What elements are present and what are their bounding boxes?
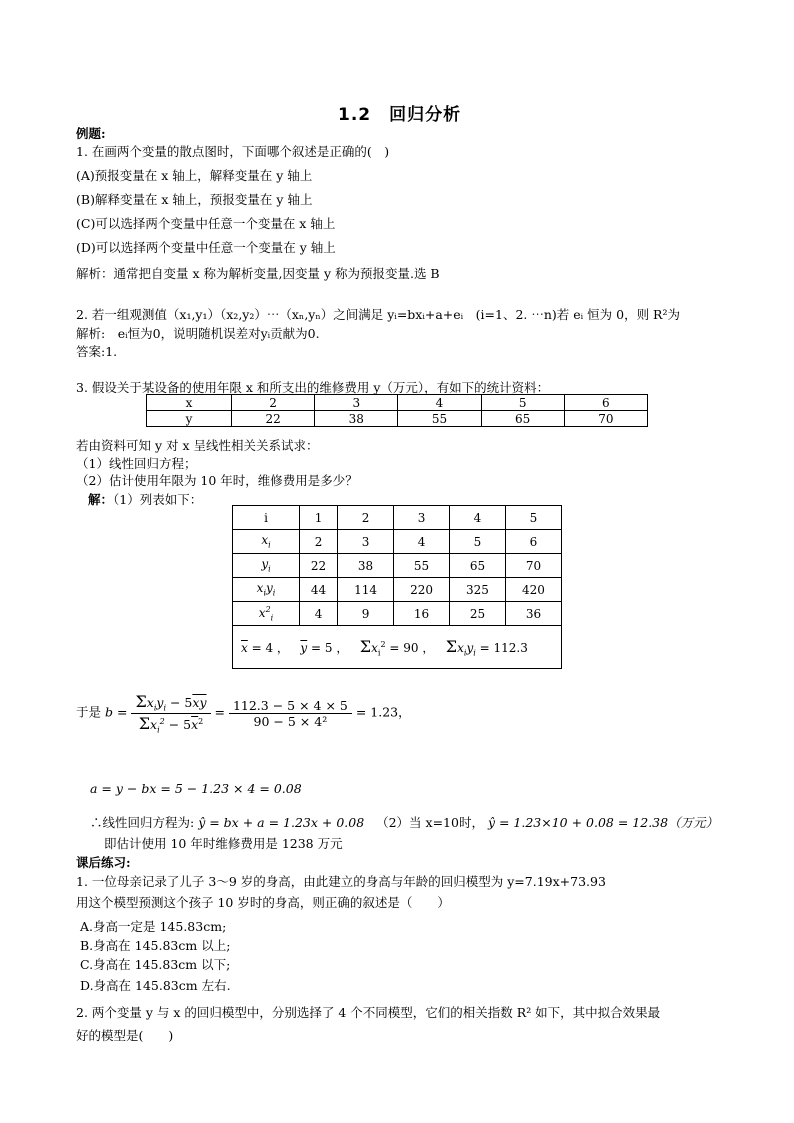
table-cell: 38 [338,554,394,578]
table-row [233,602,562,626]
table-cell: 38 [315,411,398,427]
p1-option-c: C.身高在 145.83cm 以下; [80,957,231,972]
p1-option-d: D.身高在 145.83cm 左右. [80,978,231,993]
table-row [233,626,562,669]
q3-stem: 3. 假设关于某设备的使用年限 x 和所支出的维修费用 y（万元），有如下的统计资料： [76,380,550,395]
table-cell: 55 [398,411,481,427]
table-cell: 6 [505,530,561,554]
solution-intro: （1）列表如下： [113,492,203,507]
table-cell: 420 [505,578,561,602]
q3-condition: 若由资料可知 y 对 x 呈线性相关关系试求： [76,438,319,453]
q2-analysis: 解析: eᵢ恒为0，说明随机误差对yᵢ贡献为0. [76,326,320,341]
p1-stem2: 用这个模型预测这个孩子 10 岁时的身高，则正确的叙述是（ ） [76,895,450,910]
linear-label: ∴线性回归方程为: [90,815,195,830]
table-row [233,554,562,578]
table-cell: 5 [481,395,564,411]
table-cell: 4 [450,506,506,530]
table-row [233,578,562,602]
table-cell: 22 [300,554,338,578]
p1-option-a: A.身高一定是 145.83cm; [80,919,227,934]
table-cell: 4 [394,530,450,554]
table-row [233,530,562,554]
table-cell: 325 [450,578,506,602]
table-cell: y [147,411,232,427]
data-table [146,394,648,427]
q2-answer: 答案:1. [76,344,118,359]
table-cell: 1 [300,506,338,530]
p2-stem2: 好的模型是( ) [76,1028,174,1043]
part2-label: （2）当 x=10时， [376,815,484,830]
p2-stem: 2. 两个变量 y 与 x 的回归模型中，分别选择了 4 个不同模型，它们的相关指数 R² 如下，其中拟合效果最 [76,1005,661,1020]
p1-stem: 1. 一位母亲记录了儿子 3～9 岁的身高，由此建立的身高与年龄的回归模型为 y=7.19x+73.93 [76,874,606,889]
summary-cell: $\overline{x} = 4$ ， $\overline{y} = 5$ ， $\Sigma x_i^2 = 90$ ， $\Sigma x_iy_i = 112.3$ [233,626,562,669]
table-cell: 3 [394,506,450,530]
q3-sub2: （2）估计使用年限为 10 年时，维修费用是多少？ [76,473,358,488]
q1-stem: 1. 在画两个变量的散点图时，下面哪个叙述是正确的( ) [76,144,390,159]
table-cell: $x_iy_i$ [233,578,300,602]
table-row [147,411,648,427]
table-cell: 2 [338,506,394,530]
q2-stem: 2. 若一组观测值（x₁,y₁）（x₂,y₂）⋯（xₙ,yₙ）之间满足 yᵢ=bxᵢ+a+eᵢ (i=1、2. ⋯n)若 eᵢ 恒为 0，则 R²为 [76,307,680,322]
q3-sub1: （1）线性回归方程； [76,456,197,471]
table-cell: 44 [300,578,338,602]
q1-option-c: (C)可以选择两个变量中任意一个变量在 x 轴上 [76,216,336,231]
solution-label: 解： [88,492,114,507]
practice-heading: 课后练习: [76,855,131,870]
table-cell: 4 [300,602,338,626]
q1-analysis: 解析：通常把自变量 x 称为解析变量,因变量 y 称为预报变量.选 B [76,266,440,281]
table-cell: 9 [338,602,394,626]
table-cell: i [233,506,300,530]
table-cell: 16 [394,602,450,626]
table-cell: 65 [450,554,506,578]
table-cell: 220 [394,578,450,602]
linear-eq: ŷ = bx + a = 1.23x + 0.08 [198,815,365,830]
table-cell: 2 [232,395,315,411]
q1-option-a: (A)预报变量在 x 轴上，解释变量在 y 轴上 [76,168,313,183]
table-cell: 6 [564,395,647,411]
b-fraction-symbolic: $\frac{\Sigma x_iy_i - 5\overline{xy}}{\Sigma x_i^2 - 5\overline{x}^2}$ [131,692,210,734]
table-cell: 5 [450,530,506,554]
b-formula: 于是 b = $\frac{\Sigma x_iy_i - 5\overline{xy}}{\Sigma x_i^2 - 5\overline{x}^2}$ = $\frac{112.3 - 5 \times 4 \times 5}{\text{90 − 5 × 4²}}$ = 1.23， [76,692,411,734]
table-cell: x [147,395,232,411]
table-cell: $x_i$ [233,530,300,554]
p1-option-b: B.身高在 145.83cm 以上; [80,938,231,953]
calc-table [232,505,562,669]
q1-option-d: (D)可以选择两个变量中任意一个变量在 y 轴上 [76,240,336,255]
q1-option-b: (B)解释变量在 x 轴上，预报变量在 y 轴上 [76,192,313,207]
b-fraction-numeric: $\frac{112.3 - 5 \times 4 \times 5}{\text{90 − 5 × 4²}}$ [229,698,352,729]
table-cell: 36 [505,602,561,626]
q3-conclusion: 即估计使用 10 年时维修费用是 1238 万元 [104,836,343,851]
linear-equation-line [90,813,718,831]
table-cell: 2 [300,530,338,554]
example-heading: 例题: [76,126,106,141]
table-cell: 5 [505,506,561,530]
table-cell: $x^2_i$ [233,602,300,626]
b-prefix: 于是 [76,704,102,720]
table-cell: 22 [232,411,315,427]
table-cell: 4 [398,395,481,411]
table-cell: 3 [338,530,394,554]
q3-solution [88,490,202,508]
b-result: = 1.23， [355,704,411,720]
table-cell: 114 [338,578,394,602]
table-row [233,506,562,530]
b-lhs: b = [105,704,128,720]
table-cell: 65 [481,411,564,427]
table-cell: 70 [564,411,647,427]
table-row [147,395,648,411]
table-cell: 3 [315,395,398,411]
table-cell: $y_i$ [233,554,300,578]
table-cell: 70 [505,554,561,578]
table-cell: 55 [394,554,450,578]
a-formula: a = y − bx = 5 − 1.23 × 4 = 0.08 [90,781,302,796]
table-cell: 25 [450,602,506,626]
part2-eq: ŷ = 1.23×10 + 0.08 = 12.38（万元） [487,815,719,830]
page-title: 1.2 回归分析 [338,105,462,125]
